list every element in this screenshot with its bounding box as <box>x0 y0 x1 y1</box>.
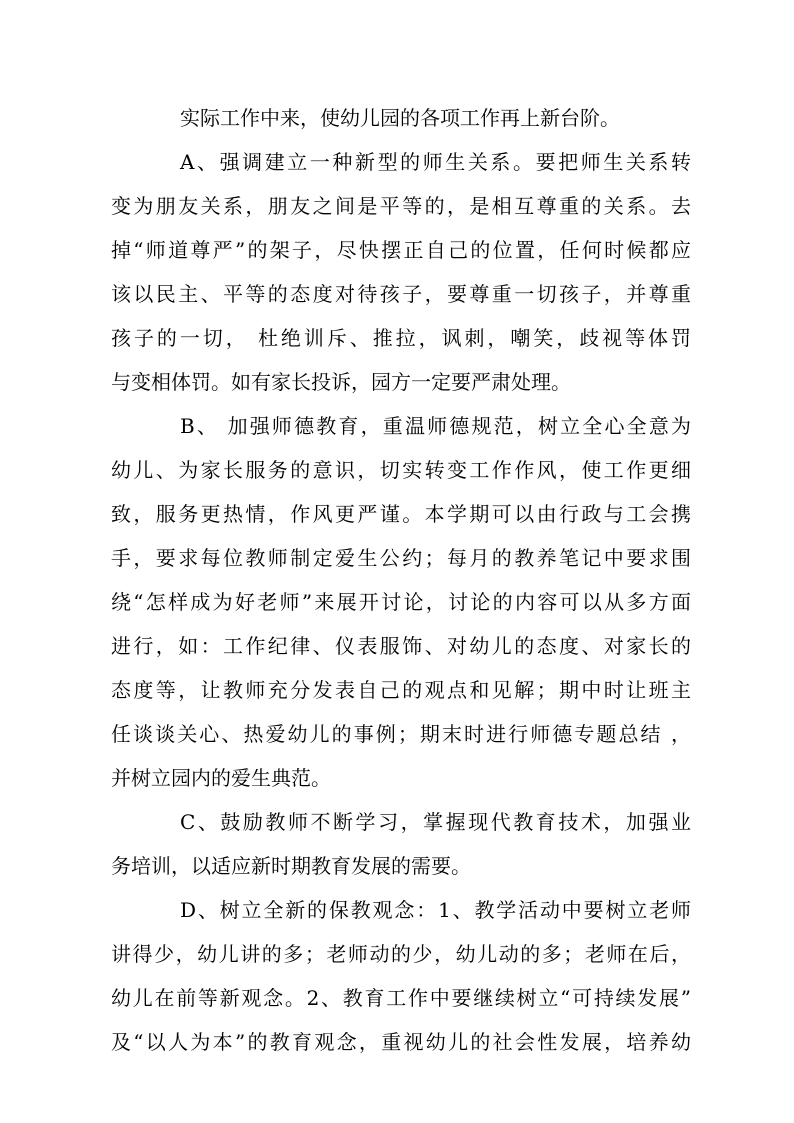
paragraph-b-line-6: 进行，如：工作纪律、仪表服饰、对幼儿的态度、对家长的 <box>111 634 691 658</box>
paragraph-d-line-1: D、树立全新的保教观念：1、教学活动中要树立老师 <box>180 898 691 922</box>
paragraph-c-line-1: C、鼓励教师不断学习，掌握现代教育技术，加强业 <box>180 810 691 834</box>
paragraph-a-line-2: 变为朋友关系，朋友之间是平等的，是相互尊重的关系。去 <box>111 194 691 218</box>
paragraph-b-line-2: 幼儿、为家长服务的意识，切实转变工作作风，使工作更细 <box>111 458 691 482</box>
paragraph-a-line-1: A、强调建立一种新型的师生关系。要把师生关系转 <box>180 150 691 174</box>
paragraph-a-line-3: 掉“师道尊严”的架子，尽快摆正自己的位置，任何时候都应 <box>111 238 691 262</box>
paragraph-b-line-7: 态度等，让教师充分发表自己的观点和见解；期中时让班主 <box>111 678 691 702</box>
paragraph-b-line-5: 绕“怎样成为好老师”来展开讨论，讨论的内容可以从多方面 <box>111 590 691 614</box>
paragraph-d-line-4: 及“以人为本”的教育观念，重视幼儿的社会性发展，培养幼 <box>111 1030 691 1054</box>
paragraph-d-line-2: 讲得少，幼儿讲的多；老师动的少，幼儿动的多；老师在后， <box>111 942 691 966</box>
paragraph-d-line-3: 幼儿在前等新观念。2、教育工作中要继续树立“可持续发展” <box>111 986 691 1010</box>
text-line-1: 实际工作中来，使幼儿园的各项工作再上新台阶。 <box>180 106 620 130</box>
paragraph-b-line-8: 任谈谈关心、热爱幼儿的事例；期末时进行师德专题总结 ， <box>111 722 691 746</box>
paragraph-b-line-4: 手，要求每位教师制定爱生公约；每月的教养笔记中要求围 <box>111 546 691 570</box>
paragraph-b-line-9: 并树立园内的爱生典范。 <box>111 766 331 790</box>
paragraph-b-line-3: 致，服务更热情，作风更严谨。本学期可以由行政与工会携 <box>111 502 691 526</box>
paragraph-a-line-6: 与变相体罚。如有家长投诉，园方一定要严肃处理。 <box>111 370 571 394</box>
paragraph-a-line-4: 该以民主、平等的态度对待孩子，要尊重一切孩子，并尊重 <box>111 282 691 306</box>
paragraph-c-line-2: 务培训，以适应新时期教育发展的需要。 <box>111 854 471 878</box>
paragraph-b-line-1: B、 加强师德教育，重温师德规范，树立全心全意为 <box>180 414 691 438</box>
paragraph-a-line-5: 孩子的一切， 杜绝训斥、推拉，讽刺，嘲笑，歧视等体罚 <box>111 326 691 350</box>
